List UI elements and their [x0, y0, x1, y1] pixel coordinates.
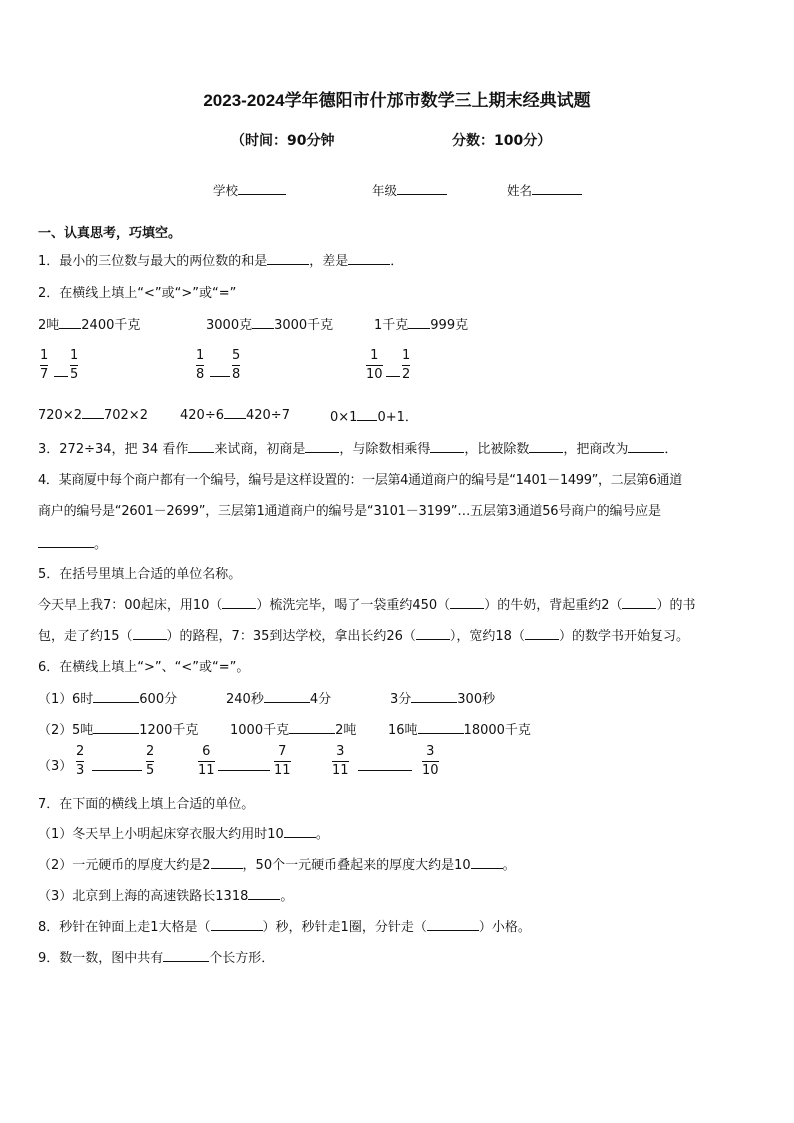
question-2-stem: 2．在横线上填上“<”或“>”或“=” [38, 286, 237, 301]
answer-blank [210, 376, 230, 377]
answer-blank [358, 770, 412, 771]
answer-blank [267, 252, 309, 265]
question-5-line-2: 包，走了约15（ ）的路程，7：35到达学校，拿出长约26（ ），宽约18（ ）的数学书开始复习。 [38, 629, 689, 644]
answer-blank [416, 627, 450, 640]
question-7-item-3: （3）北京到上海的高速铁路长1318 。 [38, 889, 294, 904]
compare-item: 720×2 702×2 [38, 408, 148, 423]
answer-blank [348, 252, 390, 265]
question-7-stem: 7．在下面的横线上填上合适的单位。 [38, 797, 255, 812]
answer-blank [418, 721, 464, 734]
fraction: 1 2 [402, 348, 411, 382]
answer-blank [427, 918, 479, 931]
grade-label: 年级 [372, 183, 398, 198]
answer-blank [411, 690, 457, 703]
page-title: 2023-2024学年德阳市什邡市数学三上期末经典试题 [203, 91, 591, 110]
exam-time: （时间：90分钟 [231, 133, 335, 149]
question-4-line-1: 4．某商厦中每个商户都有一个编号，编号是这样设置的：一层第4通道商户的编号是“1401－1499”，二层第6通道 [38, 473, 682, 488]
answer-blank [93, 721, 139, 734]
answer-blank [211, 856, 243, 869]
sub-tag: （1） [38, 692, 73, 707]
compare-item: 5吨 1200千克 [72, 723, 199, 738]
fraction: 1 7 [40, 348, 49, 382]
fraction: 3 10 [422, 744, 439, 778]
fraction: 1 8 [196, 348, 205, 382]
fraction: 1 10 [366, 348, 383, 382]
section-heading: 一、认真思考，巧填空。 [38, 226, 182, 241]
answer-blank [305, 440, 339, 453]
answer-blank [82, 406, 104, 419]
grade-field [372, 181, 447, 199]
answer-blank [224, 406, 246, 419]
answer-blank [264, 690, 310, 703]
compare-item: 3分 300秒 [390, 692, 496, 707]
answer-blank [525, 627, 559, 640]
question-6-stem: 6．在横线上填上“>”、“<”或“=”。 [38, 660, 250, 675]
answer-blank [54, 376, 68, 377]
compare-item: 1千克 999克 [374, 318, 469, 333]
compare-item: 16吨 18000千克 [388, 723, 531, 738]
compare-item: 2吨 2400千克 [38, 318, 141, 333]
answer-blank [163, 949, 209, 962]
sub-tag: （2） [38, 723, 73, 738]
question-4-line-2: 商户的编号是“2601－2699”，三层第1通道商户的编号是“3101－3199”…五层第3通道56号商户的编号应是 [38, 504, 661, 519]
fraction: 3 11 [332, 744, 349, 778]
question-4-line-3: 。 [38, 533, 107, 552]
answer-blank [92, 770, 142, 771]
answer-blank [133, 627, 167, 640]
answer-blank [218, 770, 270, 771]
question-8: 8．秒针在钟面上走1大格是（ ）秒，秒针走1圈，分针走（ ）小格。 [38, 920, 531, 935]
fraction: 2 3 [76, 744, 85, 778]
grade-blank [397, 182, 447, 195]
answer-blank [59, 316, 81, 329]
question-7-item-1: （1）冬天早上小明起床穿衣服大约用时10 。 [38, 827, 329, 842]
question-9: 9．数一数，图中共有 个长方形． [38, 951, 275, 966]
compare-item: 1000千克 2吨 [230, 723, 357, 738]
question-5-stem: 5．在括号里填上合适的单位名称。 [38, 567, 242, 582]
answer-blank [252, 316, 274, 329]
answer-blank [188, 440, 214, 453]
answer-blank [211, 918, 263, 931]
compare-item: 3000克 3000千克 [206, 318, 334, 333]
fraction: 7 11 [274, 744, 291, 778]
question-7-item-2: （2）一元硬币的厚度大约是2 ，50个一元硬币叠起来的厚度大约是10 。 [38, 858, 516, 873]
answer-blank [628, 440, 664, 453]
answer-blank [38, 535, 94, 548]
answer-blank [386, 376, 400, 377]
answer-blank [248, 887, 280, 900]
fraction: 6 11 [198, 744, 215, 778]
school-blank [238, 182, 286, 195]
school-label: 学校 [213, 183, 239, 198]
answer-blank [408, 316, 430, 329]
exam-score: 分数：100分） [452, 133, 552, 149]
answer-blank [289, 721, 335, 734]
question-1: 1．最小的三位数与最大的两位数的和是 ，差是 ． [38, 254, 404, 269]
question-5-line-1: 今天早上我7：00起床，用10（ ）梳洗完毕，喝了一袋重约450（ ）的牛奶，背起重约2（ ）的书 [38, 598, 696, 613]
answer-blank [471, 856, 503, 869]
sub-tag: （3） [38, 759, 73, 774]
answer-blank [357, 408, 377, 421]
school-field [213, 181, 286, 199]
fraction: 5 8 [232, 348, 241, 382]
name-field [507, 181, 582, 199]
compare-item: 420÷6 420÷7 [180, 408, 290, 423]
compare-item: 6时 600分 [72, 692, 178, 707]
compare-item: 0×1 0+1． [330, 410, 418, 425]
fraction: 2 5 [146, 744, 155, 778]
question-3: 3．272÷34，把 34 看作 来试商，初商是 ，与除数相乘得 ，比被除数 ，把商改为 ． [38, 442, 678, 457]
compare-item: 240秒 4分 [226, 692, 332, 707]
name-blank [532, 182, 582, 195]
fraction: 1 5 [70, 348, 79, 382]
name-label: 姓名 [507, 183, 533, 198]
answer-blank [93, 690, 139, 703]
answer-blank [622, 596, 656, 609]
answer-blank [450, 596, 484, 609]
answer-blank [284, 825, 316, 838]
answer-blank [222, 596, 256, 609]
answer-blank [529, 440, 563, 453]
answer-blank [430, 440, 464, 453]
